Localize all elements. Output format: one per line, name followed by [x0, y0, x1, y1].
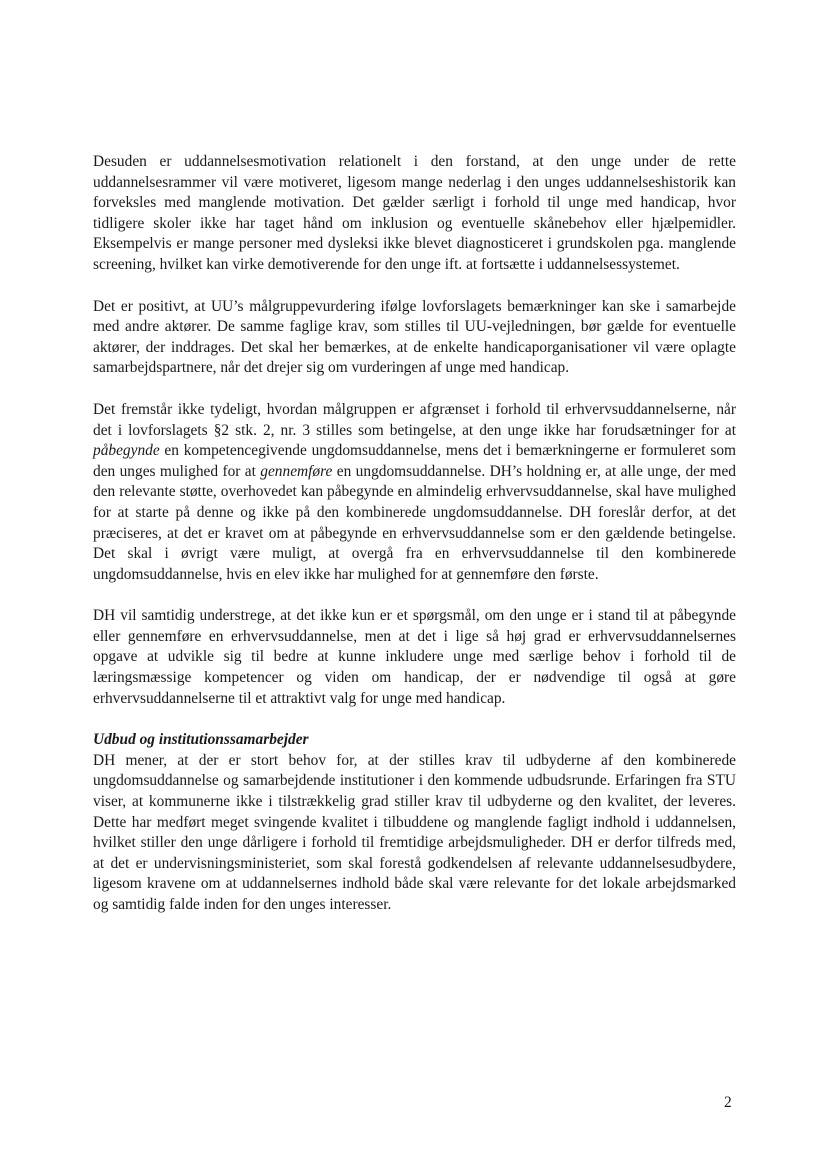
paragraph-uu-assessment: Det er positivt, at UU’s målgruppevurdering ifølge lovforslagets bemærkninger kan ske i samarbejde med andre aktører. De samme faglige krav, som stilles til UU-vejledningen, bør gælde for eventuelle aktører, der inddrages. Det skal her bemærkes, at de enkelte handicaporganisationer vil være oplagte samarbejdspartnere, når det drejer sig om vurderingen af unge med handicap. — [93, 297, 736, 377]
emphasis-begin: påbegynde — [93, 442, 160, 460]
section-heading: Udbud og institutionssamarbejder — [93, 731, 309, 749]
emphasis-complete: gennemføre — [260, 462, 333, 480]
paragraph-inclusion: DH vil samtidig understrege, at det ikke kun er et spørgsmål, om den unge er i stand til at påbegynde eller gennemføre en erhvervsuddannelse, men at det i lige så høj grad er erhvervsuddannelsernes opgave at udvikle sig til bedre at kunne inkludere unge med særlige behov i forhold til de læringsmæssige kompetencer og viden om handicap, der er nødvendige til også at gøre erhvervsuddannelserne til et attraktivt valg for unge med handicap. — [93, 607, 736, 707]
paragraph-text: en kompetencegivende ungdomsuddannelse, mens det i bemærkningerne er formuleret som den unges mulighed for at — [93, 442, 736, 480]
page-number: 2 — [724, 1094, 732, 1111]
paragraph-text: en ungdomsuddannelse. DH’s holdning er, at alle unge, der med den relevante støtte, overhovedet kan påbegynde en almindelig erhvervsuddannelse, skal have mulighed for at starte på denne og ikke på den kombinerede ungdomsuddannelse. DH foreslår derfor, at det præciseres, at det er kravet om at påbegynde en erhvervsuddannelse som er den gældende betingelse. Det skal i øvrigt være muligt, at overgå fra en erhvervsuddannelse til den kombinerede ungdomsuddannelse, hvis en elev ikke har mulighed for at gennemføre den første. — [93, 462, 736, 583]
paragraph-motivation: Desuden er uddannelsesmotivation relationelt i den forstand, at den unge under de rette uddannelsesrammer vil være motiveret, ligesom mange nederlag i den unges uddannelseshistorik kan forveksles med manglende motivation. Det gælder særligt i forhold til unge med handicap, hvor tidligere skoler ikke har taget hånd om inklusion og eventuelle skånebehov eller hjælpemidler. Eksempelvis er mange personer med dysleksi ikke blevet diagnosticeret i grundskolen pga. manglende screening, hvilket kan virke demotiverende for den unge ift. at fortsætte i uddannelsessystemet. — [93, 153, 736, 273]
paragraph-target-group — [93, 400, 736, 585]
paragraph-text: Det fremstår ikke tydeligt, hvordan målgruppen er afgrænset i forhold til erhvervsuddannelserne, når det i lovforslagets §2 stk. 2, nr. 3 stilles som betingelse, at den unge ikke har forudsætninger for at — [93, 400, 736, 439]
document-page — [93, 152, 736, 916]
paragraph-tender: DH mener, at der er stort behov for, at der stilles krav til udbyderne af den kombinerede ungdomsuddannelse og samarbejdende institutioner i den kommende udbudsrunde. Erfaringen fra STU viser, at kommunerne ikke i tilstrækkelig grad stiller krav til udbyderne og den kvalitet, der leveres. Dette har medført meget svingende kvalitet i tilbuddene og manglende fagligt indhold i uddannelsen, hvilket stiller den unge dårligere i forhold til fremtidige arbejdsmuligheder. DH er derfor tilfreds med, at det er undervisningsministeriet, som skal forestå godkendelsen af relevante uddannelsesudbydere, ligesom kravene om at uddannelsernes indhold både skal være relevante for det lokale arbejdsmarked og samtidig falde inden for den unges interesser. — [93, 751, 736, 913]
